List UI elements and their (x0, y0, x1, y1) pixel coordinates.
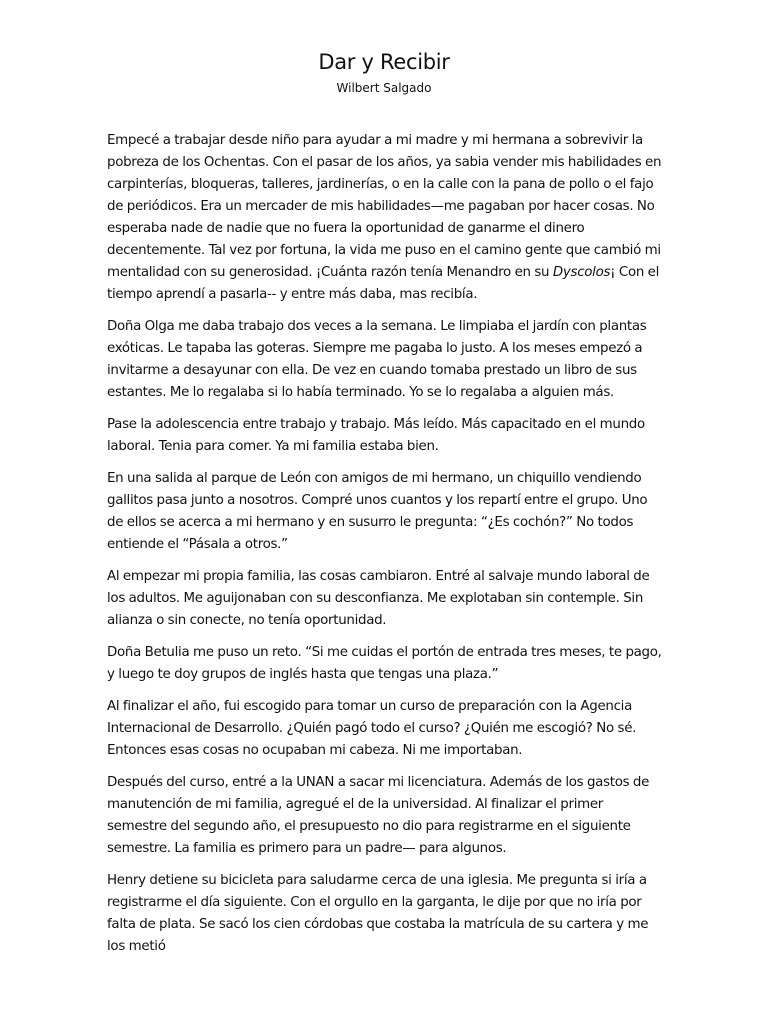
document-author: Wilbert Salgado (336, 81, 432, 95)
paragraph-text-continued: ¡ Con el tiempo aprendí a pasarla-- y entre más daba, mas recibía. (107, 265, 660, 302)
paragraph-2: Doña Olga me daba trabajo dos veces a la semana. Le limpiaba el jardín con plantas exóticas. Le tapaba las goteras. Siempre me pagaba lo justo. A los meses empezó a invitarme a desayunar con ella. De vez en cuando tomaba prestado un libro de sus estantes. Me lo regalaba si lo había terminado. Yo se lo regalaba a alguien más. (107, 319, 647, 400)
paragraph-6: Doña Betulia me puso un reto. “Si me cuidas el portón de entrada tres meses, te pago, y luego te doy grupos de inglés hasta que tengas una plaza.” (107, 645, 662, 682)
document-body (107, 130, 665, 968)
paragraph-9: Henry detiene su bicicleta para saludarme cerca de una iglesia. Me pregunta si iría a registrarme el día siguiente. Con el orgullo en la garganta, le dije por que no iría por falta de plata. Se sacó los cien córdobas que costaba la matrícula de su cartera y me los metió (107, 873, 649, 954)
document-title: Dar y Recibir (318, 50, 450, 74)
paragraph-3: Pase la adolescencia entre trabajo y trabajo. Más leído. Más capacitado en el mundo laboral. Tenia para comer. Ya mi familia estaba bien. (107, 417, 645, 454)
italic-title-dyscolos: Dyscolos (552, 265, 611, 280)
paragraph-text: Empecé a trabajar desde niño para ayudar a mi madre y mi hermana a sobrevivir la pobreza de los Ochentas. Con el pasar de los años, ya sabia vender mis habilidades en carpinterías, bloqueras, talleres, jardinerías, o en la calle con la pana de pollo o el fajo de periódicos. Era un mercader de mis habilidades—me pagaban por hacer cosas. No esperaba nade de nadie que no fuera la oportunidad de ganarme el dinero decentemente. Tal vez por fortuna, la vida me puso en el camino gente que cambió mi mentalidad con su generosidad. ¡Cuánta razón tenía Menandro en su (107, 133, 662, 280)
paragraph-7: Al finalizar el año, fui escogido para tomar un curso de preparación con la Agencia Internacional de Desarrollo. ¿Quién pagó todo el curso? ¿Quién me escogió? No sé. Entonces esas cosas no ocupaban mi cabeza. Ni me importaban. (107, 699, 637, 758)
paragraph-8: Después del curso, entré a la UNAN a sacar mi licenciatura. Además de los gastos de manutención de mi familia, agregué el de la universidad. Al finalizar el primer semestre del segundo año, el presupuesto no dio para registrarme en el siguiente semestre. La familia es primero para un padre— para algunos. (107, 775, 650, 856)
paragraph-4: En una salida al parque de León con amigos de mi hermano, un chiquillo vendiendo gallitos pasa junto a nosotros. Compré unos cuantos y los repartí entre el grupo. Uno de ellos se acerca a mi hermano y en susurro le pregunta: “¿Es cochón?” No todos entiende el “Pásala a otros.” (107, 471, 648, 552)
paragraph-5: Al empezar mi propia familia, las cosas cambiaron. Entré al salvaje mundo laboral de los adultos. Me aguijonaban con su desconfianza. Me explotaban sin contemple. Sin alianza o sin conecte, no tenía oportunidad. (107, 569, 650, 628)
paragraph-1 (107, 130, 665, 306)
